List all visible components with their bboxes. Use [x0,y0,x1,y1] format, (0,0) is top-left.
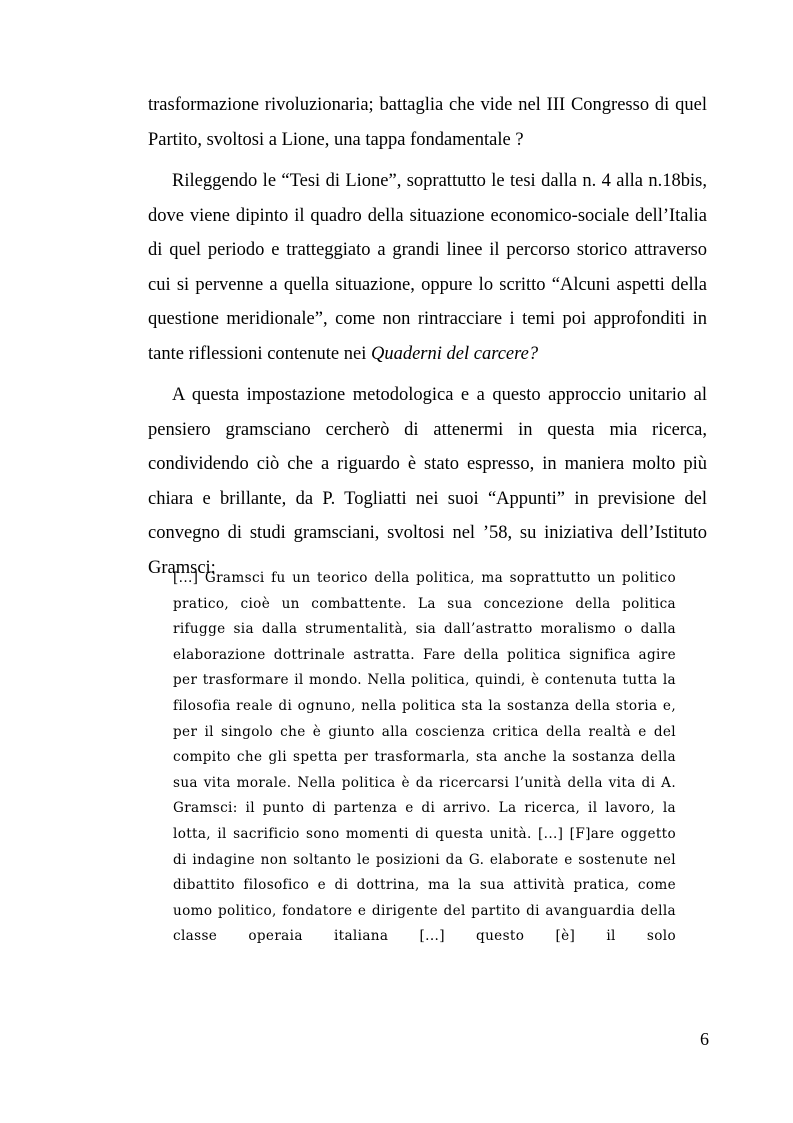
block-quote: [...] Gramsci fu un teorico della politica, ma soprattutto un politico pratico, cioè un combattente. La sua concezione della politica rifugge sia dalla strumentalità, sia dall’astratto moralismo o dalla elaborazione dottrinale astratta. Fare della politica significa agire per trasformare il mondo. Nella politica, quindi, è contenuta tutta la filosofia reale di ognuno, nella politica sta la sostanza della storia e, per il singolo che è giunto alla coscienza critica della realtà e del compito che gli spetta per trasformarla, sta anche la sostanza della sua vita morale. Nella politica è da ricercarsi l’unità della vita di A. Gramsci: il punto di partenza e di arrivo. La ricerca, il lavoro, la lotta, il sacrificio sono momenti di questa unità. [...] [F]are oggetto di indagine non soltanto le posizioni da G. elaborate e sostenute nel dibattito filosofico e di dottrina, ma la sua attività pratica, come uomo politico, fondatore e dirigente del partito di avanguardia della classe operaia italiana [...] questo [è] il solo [173,570,676,945]
paragraph-2-text: Rileggendo le “Tesi di Lione”, soprattutto le tesi dalla n. 4 alla n.18bis, dove viene dipinto il quadro della situazione economico-sociale dell’Italia di quel periodo e tratteggiato a grandi linee il percorso storico attraverso cui si pervenne a quella situazione, oppure lo scritto “Alcuni aspetti della questione meridionale”, come non rintracciare i temi poi approfonditi in tante riflessioni contenute nei [148,171,707,364]
paragraph-1: trasformazione rivoluzionaria; battaglia che vide nel III Congresso di quel Partito, svoltosi a Lione, una tappa fondamentale ? [148,95,707,150]
body-text [148,88,707,592]
book-title-italic: Quaderni del carcere? [370,343,539,364]
paragraph-3: A questa impostazione metodologica e a questo approccio unitario al pensiero gramsciano cercherò di attenermi in questa mia ricerca, condividendo ciò che a riguardo è stato espresso, in maniera molto più chiara e brillante, da P. Togliatti nei suoi “Appunti” in previsione del convegno di studi gramsciani, svoltosi nel ’58, su iniziativa dell’Istituto Gramsci: [148,385,707,578]
paragraph-2 [148,164,707,371]
page-number: 6 [700,1029,709,1049]
